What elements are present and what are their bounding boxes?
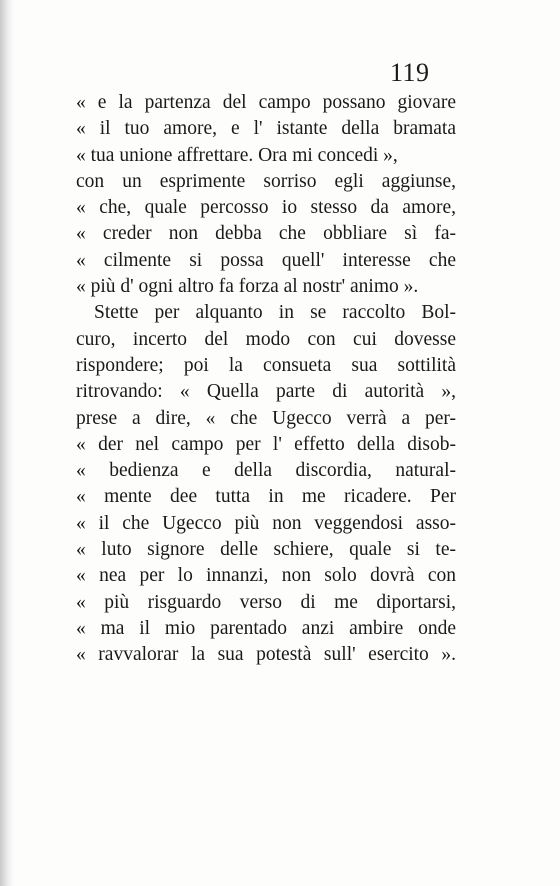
text-line: « bedienza e della discordia, natural- bbox=[76, 460, 456, 482]
text-line: rispondere; poi la consueta sua sottilità bbox=[76, 354, 456, 376]
text-line: « der nel campo per l' effetto della disob- bbox=[76, 433, 456, 455]
text-line: « creder non debba che obbliare sì fa- bbox=[76, 223, 456, 245]
text-line: « mente dee tutta in me ricadere. Per bbox=[76, 486, 456, 508]
text-line: « più risguardo verso di me diportarsi, bbox=[76, 591, 456, 613]
text-line: « che, quale percosso io stesso da amore, bbox=[76, 197, 456, 219]
text-line: « il tuo amore, e l' istante della bramata bbox=[76, 118, 456, 140]
body-text bbox=[76, 90, 456, 669]
text-line: ritrovando: « Quella parte di autorità », bbox=[76, 381, 456, 403]
text-line: « cilmente si possa quell' interesse che bbox=[76, 249, 456, 271]
text-line: « e la partenza del campo possano giovare bbox=[76, 92, 456, 113]
text-line: « ma il mio parentado anzi ambire onde bbox=[76, 617, 456, 639]
text-line: con un esprimente sorriso egli aggiunse, bbox=[76, 170, 456, 192]
text-line: prese a dire, « che Ugecco verrà a per- bbox=[76, 407, 456, 429]
text-line: « luto signore delle schiere, quale si te- bbox=[76, 539, 456, 561]
text-line: « il che Ugecco più non veggendosi asso- bbox=[76, 512, 456, 534]
text-line: « nea per lo innanzi, non solo dovrà con bbox=[76, 565, 456, 587]
text-line: « più d' ogni altro fa forza al nostr' animo ». bbox=[76, 276, 419, 298]
text-line: curo, incerto del modo con cui dovesse bbox=[76, 328, 456, 350]
text-line: « ravvalorar la sua potestà sull' esercito ». bbox=[76, 644, 456, 666]
page-number: 119 bbox=[390, 58, 430, 87]
page-gutter-shadow bbox=[0, 0, 14, 886]
text-line: « tua unione affrettare. Ora mi concedi », bbox=[76, 144, 398, 166]
text-line: Stette per alquanto in se raccolto Bol- bbox=[94, 302, 456, 324]
